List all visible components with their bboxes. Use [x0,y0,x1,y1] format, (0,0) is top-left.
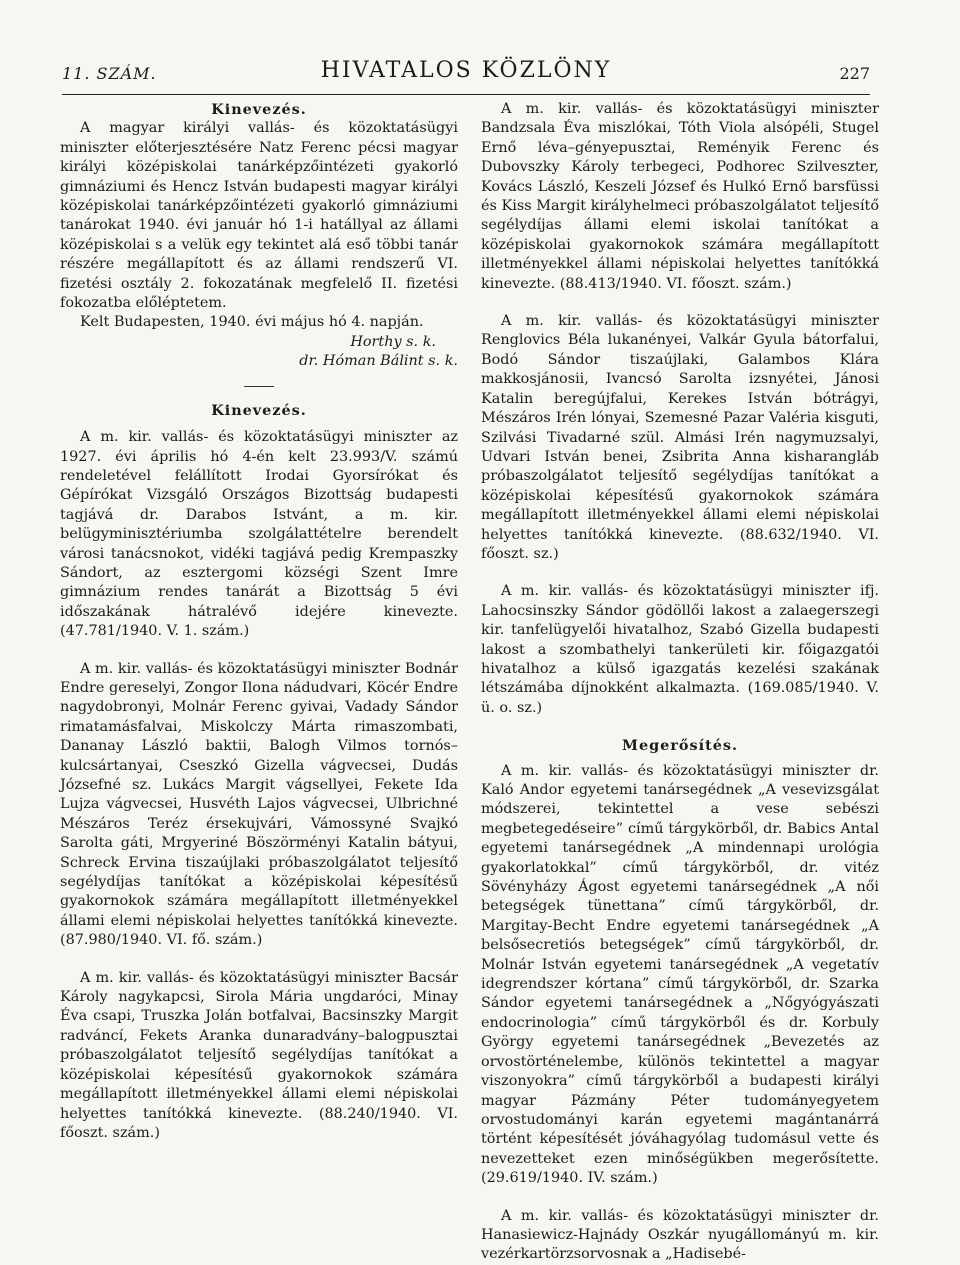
publication-title: HIVATALOS KÖZLÖNY [320,58,612,83]
paragraph-bodnar: A m. kir. vallás- és közoktatásügyi miniszter Bodnár Endre gereselyi, Zongor Ilona nádudvari, Köcér Endre nagydobronyi, Molnár Ferenc gyivai, Vadady Sándor rimatamásfalvai, Miskolczy Márta rimaszombati, Dananay László baktii, Balogh Vilmos tornós–kulcsártanyai, Cseszkó Gizella vágvecsei, Dudás Józsefné sz. Lukács Margit vágsellyei, Fekete Ida Lujza vágvecsei, Husvéth Lajos vágvecsei, Ulbrichné Mészáros Teréz érsekujvári, Vámossyné Svajkó Sarolta gáti, Mrgyeriné Böszörményi Katalin bátyui, Schreck Ervina tiszaújlaki próbaszolgálatot teljesítő segélydíjas tanítókat a középiskolai képesítésű gyakornokok számára megállapított illetményekkel állami elemi népiskolai helyettes tanítókká kinevezte. (87.980/1940. VI. fő. szám.) [60,660,458,949]
paragraph-lahocsinszky: A m. kir. vallás- és közoktatásügyi miniszter ifj. Lahocsinszky Sándor gödöllői lakost a zalaegerszegi kir. tanfelügyelői hivatalhoz, Szabó Gizella budapesti lakost a szombathelyi tankerületi kir. főigazgatói hivatalhoz a külső igazgatás kezelési szakának létszámába díjnokként alkalmazta. (169.085/1940. V. ü. o. sz.) [481,583,879,716]
section-title-kinevezes: Kinevezés. [211,101,307,118]
signature-horthy: Horthy s. k. [350,333,436,350]
section-title-megerosites: Megerősítés. [622,737,738,755]
left-column [60,100,458,1143]
paragraph-gyorsirok: A m. kir. vallás- és közoktatásügyi miniszter az 1927. évi április hó 4-én kelt 23.993/V. számú rendeletével felállított Irodai Gyorsírókat és Gépírókat Vizsgáló Országos Bizottság budapesti tagjává dr. Darabos Istvánt, a m. kir. belügyminisztériumba szolgálattételre berendelt városi tanácsnokot, vidéki tagjává pedig Krempaszky Sándort, az esztergomi községi Szent Imre gimnázium rendes tanárát a Bizottság 5 évi időszakának hátralévő idejére kinevezte. (47.781/1940. V. 1. szám.) [60,429,458,640]
paragraph-renglovics: A m. kir. vallás- és közoktatásügyi miniszter Renglovics Béla lukanényei, Valkár Gyula bátorfalui, Bodó Sándor tiszaújlaki, Galambos Klára makkosjánosii, Ivancsó Sarolta izsnyétei, Jánosi Katalin beregújfalui, Kerekes István bótrágyi, Mészáros Irén lónyai, Szemesné Pazar Valéria kisguti, Szilvási Tivadarné szül. Almási Irén nagymuzsalyi, Udvari István benei, Zsibrita Anna kisharangláb próbaszolgálatot teljesítő segélydíjas tanítókat a középiskolai képesítésű gyakornokok számára megállapított illetményekkel állami elemi népiskolai helyettes tanítókká kinevezte. (88.632/1940. VI. főoszt. sz.) [481,313,879,562]
signature-homan: dr. Hóman Bálint s. k. [299,353,458,370]
section-divider [244,386,274,387]
page-header [62,58,870,95]
paragraph-bacsar: A m. kir. vallás- és közoktatásügyi miniszter Bacsár Károly nagykapcsi, Sirola Mária ungdaróci, Minay Éva csapi, Truszka Jolán botfalvai, Bacsinszky Margit radváncí, Fekets Aranka dunaradvány–balogpusztai próbaszolgálatot teljesítő segélydíjas tanítókat a középiskolai képesítésű gyakornokok számára megállapított illetményekkel állami elemi népiskolai helyettes tanítókká kinevezte. (88.240/1940. VI. főoszt. szám.) [60,969,458,1141]
paragraph-megerosites: A m. kir. vallás- és közoktatásügyi miniszter dr. Kaló Andor egyetemi tanársegédnek „A vesevizsgálat módszerei, tekintettel a vese sebészi megbetegedéseire” című tárgykörből, dr. Babics Antal egyetemi tanársegédnek „A mindennapi urológia gyakorlatokkal” című tárgykörből, dr. vitéz Sövényházy Ágost egyetemi tanársegédnek „A női betegségek tünettana” című tárgykörből, dr. Margitay-Becht Endre egyetemi tanársegédnek „A belsősecretiós betegségek” című tárgykörből, dr. Molnár István egyetemi tanársegédnek „A vegetatív idegrendszer kórtana” című tárgykörből, dr. Szarka Sándor egyetemi tanársegédnek a „Nőgyógyászati endocrinologia” című tárgykörből és dr. Korbuly György egyetemi tanársegédnek „Bevezetés az orvostörténelembe, különös tekintettel a magyar viszonyokra” című tárgykörből a budapesti királyi magyar Pázmány Péter tudományegyetem orvostudományi karán egyetemi magántanárrá történt képesítését jóváhagyólag tudomásul vette és nevezetteket ezen minőségükben megerősítette. (29.619/1940. IV. szám.) [481,762,879,1187]
paragraph-natz-hencz: A magyar királyi vallás- és közoktatásügyi miniszter előterjesztésére Natz Ferenc pécsi magyar királyi középiskolai tanárképzőintézeti gyakorló gimnáziumi és Hencz István budapesti magyar királyi középiskolai tanárképzőintézeti gyakorló gimnáziumi tanárokat 1940. évi január hó 1-i hatállyal az állami középiskolai s a velük egy tekintet alá eső többi tanár részére megállapított és az állami rendszerű VI. fizetési osztály 2. fokozatának megfelelő II. fizetési fokozatba előléptetem. [60,120,458,312]
dated-line: Kelt Budapesten, 1940. évi május hó 4. napján. [80,314,424,331]
section-title-kinevezes-2: Kinevezés. [211,401,307,419]
page-number: 227 [839,64,870,83]
paragraph-hanasiewicz: A m. kir. vallás- és közoktatásügyi miniszter dr. Hanasiewicz-Hajnády Oszkár nyugállományú m. kir. vezérkartörzsorvosnak a „Hadisebé- [481,1207,879,1263]
paragraph-bandzsala: A m. kir. vallás- és közoktatásügyi miniszter Bandzsala Éva miszlókai, Tóth Viola alsópéli, Stugel Ernő léva–gényepusztai, Reményik Ferenc és Dubovszky Károly terbegeci, Podhorec Szilveszter, Kovács László, Keszeli József és Hulkó Ernő barsfüssi és Kiss Margit királyhelmeci próbaszolgálatot teljesítő segélydíjas állami elemi iskolai tanítókat a középiskolai gyakornokok számára megállapított illetményekkel állami népiskolai helyettes tanítókká kinevezte. (88.413/1940. VI. főoszt. szám.) [481,101,879,292]
right-column [481,100,879,1265]
issue-number: 11. SZÁM. [62,64,157,83]
